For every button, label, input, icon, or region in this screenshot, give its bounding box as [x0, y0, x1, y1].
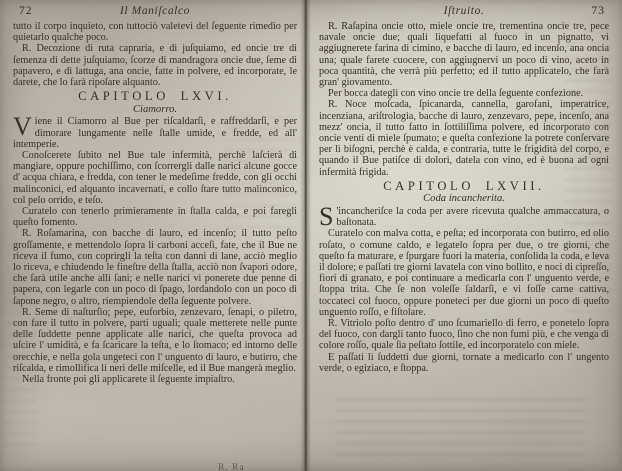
chapter-subtitle-ciamorro: Ciamorro.: [132, 103, 178, 115]
left-page: [0, 0, 305, 471]
paragraph-recipe-noce: R. Noce moſcada, ſpicanarda, cannella, garofani, imperatrice, incenziana, ariſtrologia, bacche di lauro, zenzevaro, pepe, incenſo, ana mezz' oncia, il tutto fatto in ſottiliſſima polvere, ed incorporato con oncie venti di miele ſpumato; e queſta confezione la potrete conſervare per li biſogni, perchè è calda, e contraria, tutte le frigidità del corpo, e quando il Bue patiſce di dolori, datela con vino, ed è buona ad ogni infermità frigida.: [319, 99, 609, 178]
paragraph-recipe-rosamarina: R. Roſamarina, con bacche di lauro, ed incenſo; il tutto peſto groſſamente, e mettendolo ſopra li carboni acceſi, fate, che il Bue ne riceva il fumo, con coprirgli la teſta con danni di lane, acciò meglio lo riceva, e chiudendo le fineſtre della ſtalla, acciò non ſvapori odore, che ſarà utile anche alli ſani; e nelle narici vi ponerete due penne di papera, con legarle con un poco di ſpago, lordandolo con un poco di ſapone negro, o altro, riempiendole della ſeguente polvere.: [13, 228, 297, 307]
paragraph-continuation: tutto il corpo inquieto, con tuttociò valetevi del ſeguente rimedio per quietarlo qualche poco.: [13, 21, 297, 44]
paragraph-bocca: Per bocca dategli con vino oncie tre della ſeguente confezione.: [328, 88, 584, 100]
paragraph-recipe-rasapina: R. Raſapina oncie otto, miele oncie tre, trementina oncie tre, pece navale oncie due; quali liquefatti al fuoco in un pignatto, vi aggiugnerete farina di cimino, e bacche di lauro, ed incenſo, ana oncia una; quale farete cuocere, con aggiugnervi un poco di vino, aceto in poca quantità, che verrà più perfetto; ed il tutto applicatelo, che farà gran' giovamento.: [319, 21, 609, 89]
paragraph-fronte: Nella fronte poi gli applicarete il ſeguente impiaſtro.: [22, 374, 235, 386]
right-page-header: [319, 4, 609, 21]
left-page-header: [13, 4, 297, 21]
page-number-right: 73: [591, 5, 605, 17]
running-title-right: Iſtruito.: [443, 5, 485, 17]
paragraph-recipe-seme: R. Seme di naſturſio; pepe, euforbio, zenzevaro, ſenapi, o piletro, con fare il tutto in polvere, parti uguali; quale metterete nelle punte delle ſuddette penne applicate alle narici, che queſta provoca ad uſcire l' umidità, e fa ſcaricare la teſta, e lo ſtomaco; ed intorno delle orecchie, e nella gola ungeteci con l' unguento di lauro, e butirro, che riſcalda, e rimollifica li neri delle miſcelle, ed il Bue mangerà meglio.: [13, 306, 297, 374]
paragraph-recipe-decozione: R. Decozione di ruta capraria, e di juſquiamo, ed oncie tre di ſemenza di dette juſquiamo, ſcorze di mandragora oncie due, ſeme di papavero, e di lattuga, ana oncie, fatte in polvere, ed incorporate, le darete, che lo farà ripoſare alquanto.: [13, 43, 297, 89]
drop-cap-v: V: [13, 112, 32, 142]
paragraph-malva: Curatelo con malva cotta, e peſta; ed incorporata con butirro, ed olio roſato, o comune caldo, e legatelo ſopra per due, o tre giorni, che queſto fa maturare, e ſpurgare fuori la materia, conſolida la coda, e leva il dolore; e paſſati tre giorni lavatela con vino bollito, e noci di cipreſſo, fiori di granato, e poi continuare a medicarla con l' unguento verde, e ſtoppa trita. Che ſe non voleſſe ſaldarſi, e vi foſſe carne cattiva, toccateci col fuoco, oppure poneteci per due giorni un poco di queſto unguento roſſo, e fiſtolare.: [319, 228, 609, 318]
paragraph-conoscerete: Conoſcerete ſubito nel Bue tale infermità, perchè laſcierà di mangiare, oppure pochiſſimo, con ſcorrergli dalle narici alcune gocce d' acqua chiara, e fredda, con tener le medeſime fredde, con gli occhi malinconici, ed alquanto incavernati, e collo ſtare tutto malinconico, col pelo orrido, e teſo.: [13, 150, 297, 206]
paragraph-viene: [13, 112, 297, 150]
paragraph-passati: E paſſati li ſuddetti due giorni, tornate a medicarlo con l' ungento verde, o egiziaco, e ſtoppa.: [319, 351, 609, 374]
paragraph-incancherisce-text: 'incancheriſce la coda per avere ricevuta qualche ammaccatura, o baſtonata.: [336, 206, 609, 229]
running-title-left: Il Maniſcalco: [119, 5, 191, 17]
page-number-left: 72: [19, 5, 33, 17]
drop-cap-s: S: [319, 202, 334, 232]
chapter-heading-lxvi: CAPITOLO LXVI.: [78, 89, 232, 104]
paragraph-viene-text: iene il Ciamorro al Bue per riſcaldarſi, e raffreddarſi, e per dimorare lungamente nelle ſtalle umide, e fredde, ed all' intemperie.: [13, 116, 297, 150]
paragraph-incancherisce: [319, 202, 609, 232]
right-page: [309, 0, 622, 471]
paragraph-recipe-vitriolo: R. Vitriolo poſto dentro d' uno ſcumariello di ferro, e ponetelo ſopra del fuoco, con dargli tanto fuoco, ſino che non fumi più, e che venga di colore roſſo, quale ſia peſtato ſottile, ed incorporatelo con miele.: [319, 318, 609, 352]
catchword: R. Ra: [218, 463, 245, 471]
chapter-subtitle-coda: Coda incancherita.: [423, 193, 505, 205]
chapter-heading-lxvii: CAPITOLO LXVII.: [383, 178, 545, 193]
paragraph-curatelo: Curatelo con tenerlo primieramente in ſtalla calda, e poi faregli queſto fomento.: [13, 206, 297, 229]
